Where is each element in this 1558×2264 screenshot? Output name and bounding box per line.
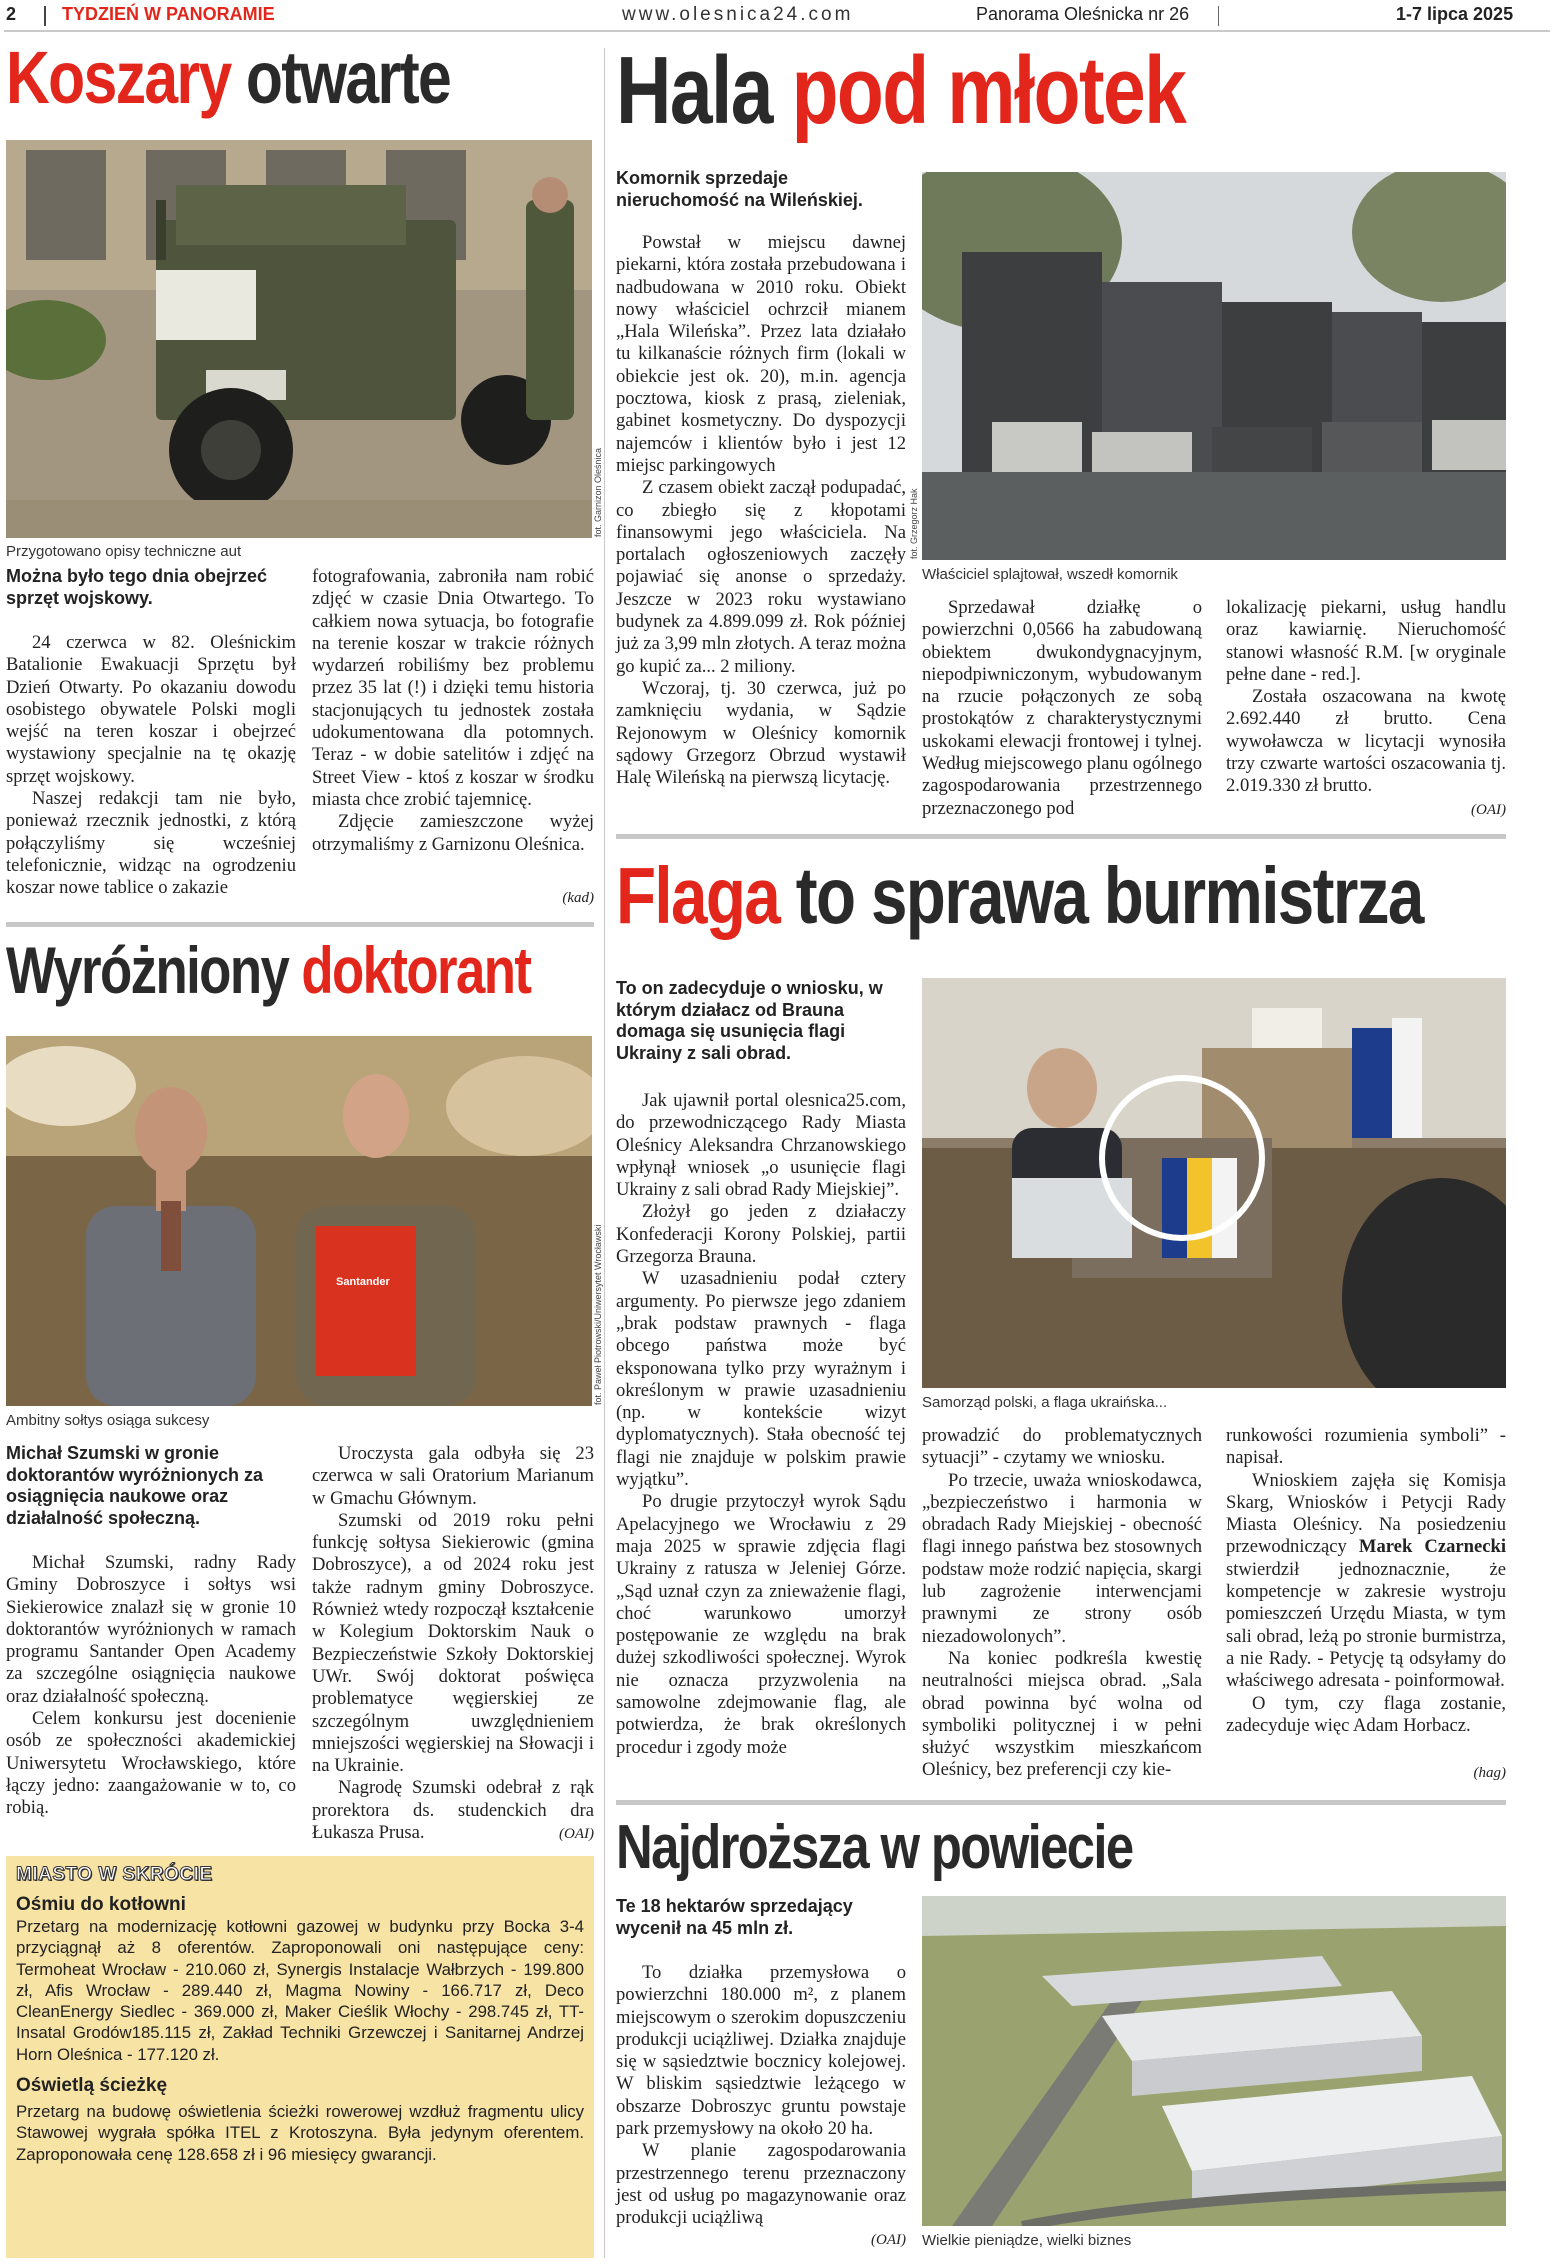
photo-caption: Ambitny sołtys osiąga sukcesy <box>6 1412 210 1429</box>
doktorant-headline <box>6 932 596 1032</box>
headline: Najdroższa w powiecie <box>616 1813 1133 1882</box>
column-divider <box>604 48 605 2258</box>
section-rule <box>6 922 594 927</box>
signature: (hag) <box>1473 1765 1506 1781</box>
paragraph: fotografowania, zabroniła nam robić zdjęć w czasie Dnia Otwartego. To całkiem nowa sytuacja, bo fotografie na terenie koszar w trakcie różnych wydarzeń robiliśmy bez problemu przez 35 lat (!) i dzięki temu historia stacjonujących tu jednostek została udokumentowana dla potomnych. Teraz - w dobie satelitów i zdjęć na Street View - ktoś z koszar w środku miasta chce zrobić tajemnicę. <box>312 566 594 810</box>
photo-credit: fot. Paweł Piotrowski/Uniwersytet Wrocławski <box>593 1224 603 1405</box>
paragraph: Jak ujawnił portal olesnica25.com, do przewodniczącego Rady Miasta Oleśnicy Aleksandra Chrzanowskiego wpłynął wniosek „o usunięcie flagi Ukrainy z sali obrad Rady Miejskiej”. <box>616 1090 906 1201</box>
paragraph: Na koniec podkreśla kwestię neutralności miejsca obrad. „Sala obrad powinna być wolna od symboliki politycznej i w pełni służyć wszystkim mieszkańcom Oleśnicy, bez preferencji czy kie- <box>922 1647 1202 1781</box>
paragraph: To działka przemysłowa o powierzchni 180.000 m², z planem miejscowym o szerokim dopuszczeniu produkcji uciążliwej. Działka znajduje się w sąsiedztwie bocznicy kolejowej. W bliskim sąsiedztwie leżącego w obszarze Dobroszyc gruntu powstaje park przemysłowy na około 20 ha. <box>616 1962 906 2140</box>
paragraph: Sprzedawał działkę o powierzchni 0,0566 ha zabudowaną obiektem dwukondygnacyjnym, niepodpiwniczonym, wybudowanym na rzucie połączonych ze sobą prostokątów z charakterystycznymi uskokami elewacji frontowej i tylnej. Według miejscowego planu ogólnego zagospodarowania przestrzennego przeznaczonego pod <box>922 597 1202 819</box>
paragraph: Po trzecie, uważa wnioskodawca, „bezpieczeństwo i harmonia w obradach Rady Miejskiej - obecność flagi innego państwa bez stosownych podstaw może rodzić napięcia, skargi lub zagrożenie interwencjami prawnymi ze strony osób niezadowolonych”. <box>922 1469 1202 1647</box>
hala-col1 <box>616 232 906 789</box>
hala-col2 <box>922 597 1202 820</box>
paragraph: Szumski od 2019 roku pełni funkcję sołtysa Siekierowic (gmina Dobroszyce), a od 2024 roku jest także radnym gminy Dobroszyce. Również wtedy rozpoczął kształcenie w Kolegium Doktorskim Nauk o Bezpieczeństwie Szkoły Doktorskiej UWr. Swój doktorat poświęca problematyce węgierskiej ze szczególnym uwzględnieniem mniejszości węgierskiej na Słowacji i na Ukrainie. <box>312 1509 594 1777</box>
signature: (OAI) <box>871 2232 906 2248</box>
najdrozsza-lead: Te 18 hektarów sprzedający wycenił na 45 mln zł. <box>616 1896 853 1938</box>
flaga-col3 <box>1226 1425 1506 1737</box>
issue-number: Panorama Oleśnicka nr 26 <box>976 4 1190 24</box>
photo-caption: Wielkie pieniądze, wielki biznes <box>922 2232 1132 2249</box>
text-run: stwierdził jednoznacznie, że kompetencje w zakresie wystroju pomieszczeń Urzędu Miasta, w tym sali obrad, leżą po stronie burmistrza, a nie Rady. - Petycję tą odsyłamy do właściwego adresata - poinformował. <box>1226 1558 1506 1692</box>
header-rule <box>4 30 1550 32</box>
flaga-photo <box>922 978 1506 1388</box>
flaga-col1 <box>616 1090 906 1759</box>
box-title: MIASTO W SKRÓCIE <box>16 1864 213 1885</box>
headline-dark: Wyróżniony <box>6 933 289 1007</box>
doktorant-photo <box>6 1036 592 1406</box>
paragraph: Powstał w miejscu dawnej piekarni, która została przebudowana i nadbudowana w 2010 roku. Obiekt nowy właściciel ochrzcił mianem „Hala Wileńska”. Przez lata działało tu kilkanaście różnych firm (lokali w obiekcie jest ok. 20), m.in. agencja pocztowa, kiosk z prasą, zieleniak, gabinet kosmetyczny. Do dyspozycji najemców i klientów było i jest 12 miejsc parkingowych <box>616 232 906 476</box>
paragraph: lokalizację piekarni, usług handlu oraz kawiarnię. Nieruchomość stanowi własność R.M. [w oryginale pełne dane - red.]. <box>1226 597 1506 685</box>
website: www.olesnica24.com <box>622 4 854 25</box>
brief-heading: Oświetlą ścieżkę <box>16 2075 168 2097</box>
doktorant-lead: Michał Szumski w gronie doktorantów wyróżnionych za osiągnięcia naukowe oraz działalność społeczną. <box>6 1443 264 1528</box>
doktorant-col2 <box>312 1443 594 1844</box>
headline-red: doktorant <box>301 933 531 1007</box>
koszary-headline <box>6 36 596 136</box>
signature: (OAI) <box>559 1826 594 1842</box>
paragraph: O tym, czy flaga zostanie, zadecyduje więc Adam Horbacz. <box>1226 1692 1506 1736</box>
signature: (OAI) <box>1471 802 1506 818</box>
header-divider <box>1218 6 1219 26</box>
paragraph: prowadzić do problematycznych sytuacji” - czytamy we wniosku. <box>922 1425 1202 1469</box>
brief-text: Przetarg na budowę oświetlenia ścieżki rowerowej wzdłuż fragmentu ulicy Stawowej wygrała spółka ITEL z Krotoszyna. Była jedynym oferentem. Zaproponowała cenę 128.658 zł i 96 miesięcy gwarancji. <box>16 2102 584 2164</box>
headline-red: Flaga <box>616 851 780 940</box>
headline-red: Koszary <box>6 36 231 119</box>
photo-caption: Przygotowano opisy techniczne aut <box>6 543 242 560</box>
photo-caption: Samorząd polski, a flaga ukraińska... <box>922 1394 1168 1411</box>
paragraph: Wczoraj, tj. 30 czerwca, już po zamknięciu wydania, w Sądzie Rejonowym w Oleśnicy komornik sądowy Grzegorz Obrzud wystawił Halę Wileńską na pierwszą licytację. <box>616 677 906 789</box>
section-title: TYDZIEŃ W PANORAMIE <box>62 4 275 24</box>
flaga-lead: To on zadecyduje o wniosku, w którym działacz od Brauna domaga się usunięcia flagi Ukrainy z sali obrad. <box>616 978 883 1063</box>
paragraph: W planie zagospodarowania przestrzennego terenu przeznaczony jest od usług po magazynowanie oraz produkcji uciążliwą <box>616 2140 906 2229</box>
hala-headline <box>616 36 1556 146</box>
issue-date: 1-7 lipca 2025 <box>1396 4 1514 24</box>
hala-lead: Komornik sprzedaje nieruchomość na Wileńskiej. <box>616 168 863 210</box>
hala-photo <box>922 172 1506 560</box>
paragraph: Michał Szumski, radny Rady Gminy Dobroszyce i sołtys wsi Siekierowice znalazł się w gronie 10 doktorantów wyróżnionych w ramach programu Santander Open Academy za szczególne osiągnięcia naukowe oraz działalność społeczną. <box>6 1552 296 1707</box>
text-run: Wnioskiem zajęła się Komisja Skarg, Wniosków i Petycji Rady Miasta Oleśnicy. Na posiedzeniu przewodniczący <box>1226 1469 1506 1558</box>
paragraph: Nagrodę Szumski odebrał z rąk prorektora ds. studenckich dra Łukasza Prusa. <box>312 1777 594 1844</box>
signature: (kad) <box>562 890 594 906</box>
photo-caption: Właściciel splajtował, wszedł komornik <box>922 566 1178 583</box>
najdrozsza-headline <box>616 1810 1556 1890</box>
bold-name: Marek Czarnecki <box>1358 1536 1506 1558</box>
flaga-col2 <box>922 1425 1202 1782</box>
folder-label: Santander <box>336 1276 390 1288</box>
paragraph: Celem konkursu jest docenienie osób ze społeczności akademickiej Uniwersytetu Wrocławskiego, które łączy jedno: zaangażowanie w to, co robią. <box>6 1708 296 1819</box>
paragraph: Została oszacowana na kwotę 2.692.440 zł brutto. Cena wywoławcza w licytacji wynosiła trzy czwarte wartości oszacowania tj. 2.019.330 zł brutto. <box>1226 686 1506 797</box>
headline-dark: otwarte <box>245 36 451 119</box>
koszary-col2 <box>312 566 594 856</box>
paragraph: 24 czerwca w 82. Oleśnickim Batalionie Ewakuacji Sprzętu był Dzień Otwarty. Po okazaniu dowodu osobistego obywatele Polski mogli wejść na teren koszar i obejrzeć wystawiony specjalnie na tę okazję sprzęt wojskowy. <box>6 632 296 787</box>
paragraph: Naszej redakcji tam nie było, ponieważ rzecznik jednostki, z którą połączyliśmy się wcześniej telefonicznie, widząc na ogrodzeniu koszar nowe tablice o zakazie <box>6 788 296 899</box>
brief-text: Przetarg na modernizację kotłowni gazowej w budynku przy Bocka 3-4 przyciągnął aż 8 oferentów. Zaproponowali oni następujące ceny: Termoheat Wrocław - 210.060 zł, Synergis Instalacje Wałbrzych - 199.800 zł, Afis Wrocław - 289.440 zł, Magma Nowiny - 166.717 zł, Deco CleanEnergy Siedlec - 369.000 zł, Maker Cieślik Włochy - 298.745 zł, TT-Insatal Grodów185.115 zł, Zakład Techniki Grzewczej i Sanitarnej Andrzej Horn Oleśnica - 177.120 zł. <box>16 1917 584 2064</box>
paragraph: Po drugie przytoczył wyrok Sądu Apelacyjnego we Wrocławiu z 29 maja 2025 w sprawie zdjęcia flagi Ukrainy z ratusza w Jeleniej Górze. „Sąd uznał czyn za znieważenie flagi, choć warunkowo umorzył postępowanie ze względu na brak dużej szkodliwości społecznej. Wyrok nie oznacza przyzwolenia na samowolne zdejmowanie flag, ale potwierdza, że brak określonych procedur i zgody może <box>616 1491 906 1758</box>
header-divider <box>44 6 46 26</box>
paragraph: runkowości rozumienia symboli” - napisał. <box>1226 1425 1506 1469</box>
humvee-photo <box>6 140 592 538</box>
section-rule <box>616 834 1506 839</box>
headline-dark: to sprawa burmistrza <box>795 851 1423 940</box>
paragraph: W uzasadnieniu podał cztery argumenty. Po pierwsze jego zdaniem „brak podstaw prawnych - flaga obcego państwa może być eksponowana tylko przy wyrażnym i określonym w prawie uzasadnieniu (np. w kontekście wizyt dyplomatycznych). Stała obecność tej flagi nie znajduje w polskim prawie wyjątku”. <box>616 1268 906 1491</box>
koszary-col1 <box>6 632 296 900</box>
hala-col3 <box>1226 597 1506 798</box>
flaga-headline <box>616 848 1556 948</box>
photo-credit: fot. Garnizon Oleśnica <box>593 447 603 537</box>
page-number: 2 <box>6 4 17 24</box>
koszary-lead: Można było tego dnia obejrzeć sprzęt wojskowy. <box>6 566 268 608</box>
paragraph: Zdjęcie zamieszczone wyżej otrzymaliśmy z Garnizonu Oleśnica. <box>312 811 594 855</box>
miasto-box <box>6 1856 594 2258</box>
doktorant-col1 <box>6 1552 296 1820</box>
najdrozsza-photo <box>922 1896 1506 2226</box>
page-header <box>0 0 1558 32</box>
photo-credit: fot. Grzegorz Hak <box>909 488 919 559</box>
paragraph: Uroczysta gala odbyła się 23 czerwca w sali Oratorium Marianum w Gmachu Głównym. <box>312 1443 594 1509</box>
section-rule <box>616 1800 1506 1805</box>
paragraph: Złożył go jeden z działaczy Konfederacji Korony Polskiej, partii Grzegorza Brauna. <box>616 1201 906 1268</box>
najdrozsza-col1 <box>616 1962 906 2230</box>
brief-heading: Ośmiu do kotłowni <box>16 1894 186 1915</box>
paragraph <box>1226 1470 1506 1693</box>
headline-dark: Hala <box>616 37 772 144</box>
paragraph: Z czasem obiekt zaczął podupadać, co zbiegło się z kłopotami finansowymi jego właściciela. Na portalach ogłoszeniowych zaczęły pojawiać się anonse o sprzedaży. Jeszcze w 2023 roku wystawiano budynek za 4.899.099 zł. Rok później już za 3,99 mln złotych. A teraz można go kupić za... 2 miliony. <box>616 477 906 677</box>
headline-red: pod młotek <box>791 37 1186 144</box>
